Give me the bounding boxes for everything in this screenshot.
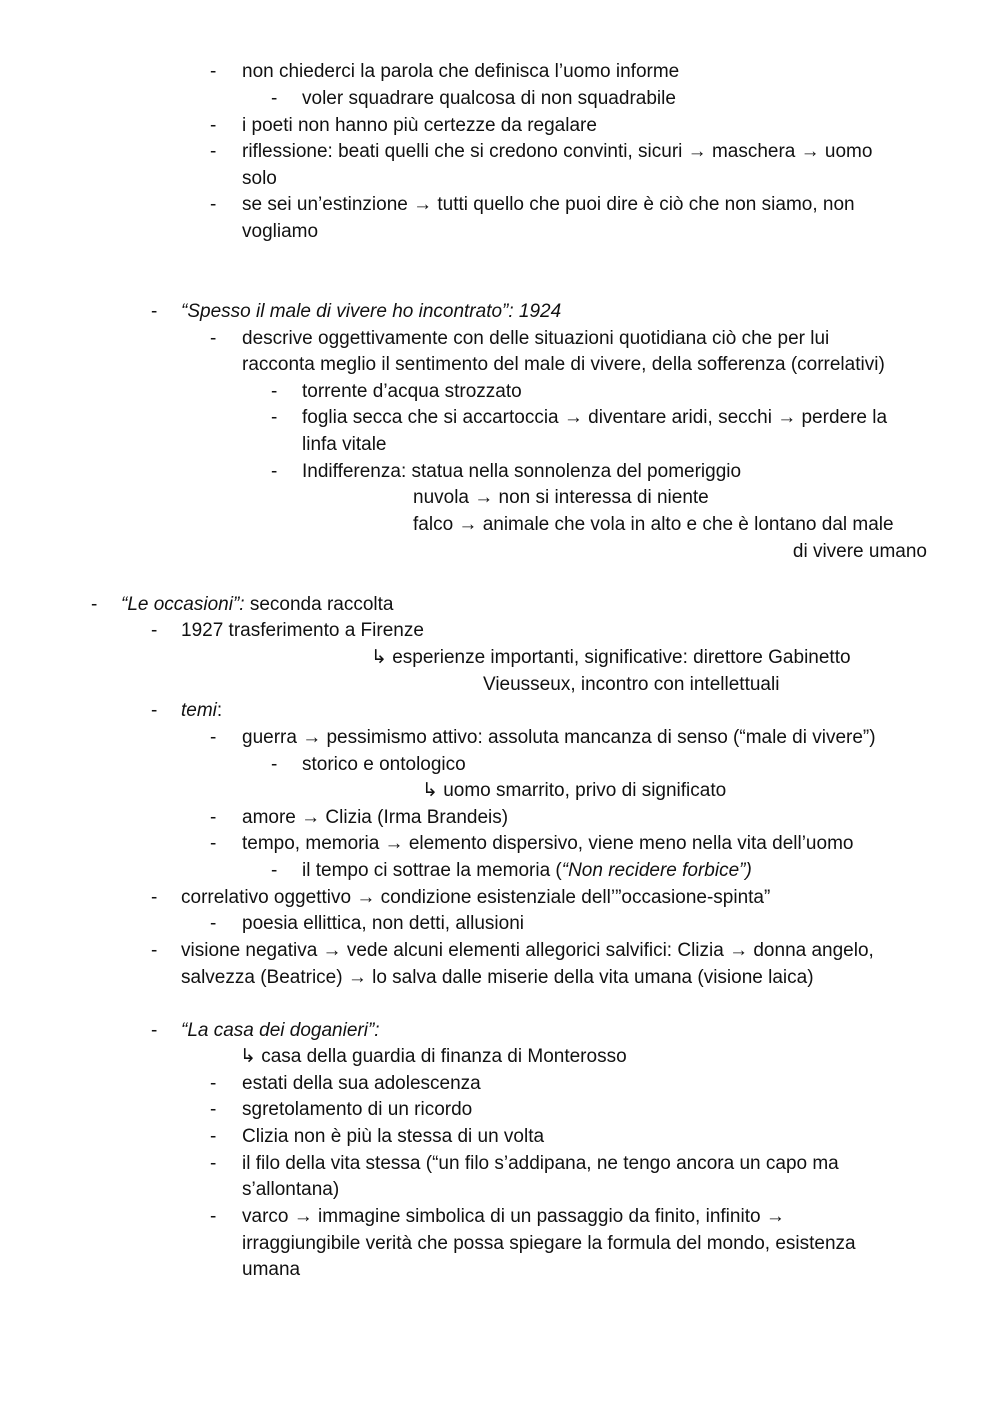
note-line: umana [242,1259,301,1280]
temi-heading [181,698,222,724]
poem-title-inline: “Non recidere forbice”) [561,860,752,881]
note-line [302,858,752,884]
note-line: falco → animale che vola in alto e che è lontano dal male [413,514,894,535]
bullet-dash: - [151,700,158,721]
note-line: vogliamo [242,221,319,242]
note-line: ↳ casa della guardia di finanza di Monterosso [240,1046,627,1067]
note-line: ↳ esperienze importanti, significative: direttore Gabinetto [371,647,851,668]
bullet-dash: - [210,328,217,349]
section-title-italic: “Le occasioni”: [121,594,245,615]
poem-title: “La casa dei doganieri”: [181,1020,380,1041]
bullet-dash: - [271,407,278,428]
note-line: Indifferenza: statua nella sonnolenza del pomeriggio [302,461,742,482]
section-title-rest: seconda raccolta [244,594,394,615]
note-line: tempo, memoria → elemento dispersivo, viene meno nella vita dell’uomo [242,833,854,854]
note-line: linfa vitale [302,434,387,455]
note-line: estati della sua adolescenza [242,1073,481,1094]
note-line: amore → Clizia (Irma Brandeis) [242,807,509,828]
bullet-dash: - [151,940,158,961]
note-line: guerra → pessimismo attivo: assoluta mancanza di senso (“male di vivere”) [242,727,876,748]
note-line: solo [242,168,277,189]
bullet-dash: - [210,194,217,215]
bullet-dash: - [271,860,278,881]
bullet-dash: - [151,620,158,641]
note-line: non chiederci la parola che definisca l’uomo informe [242,61,680,82]
note-line: torrente d’acqua strozzato [302,381,522,402]
bullet-dash: - [210,1153,217,1174]
bullet-dash: - [151,301,158,322]
note-line: varco → immagine simbolica di un passaggio da finito, infinito → [242,1206,785,1227]
note-line: salvezza (Beatrice) → lo salva dalle miserie della vita umana (visione laica) [181,967,814,988]
note-line: se sei un’estinzione → tutti quello che puoi dire è ciò che non siamo, non [242,194,855,215]
bullet-dash: - [271,381,278,402]
bullet-dash: - [271,754,278,775]
bullet-dash: - [210,833,217,854]
note-line: voler squadrare qualcosa di non squadrabile [302,88,676,109]
bullet-dash: - [210,1073,217,1094]
bullet-dash: - [151,887,158,908]
note-line: nuvola → non si interessa di niente [413,487,709,508]
note-line: il filo della vita stessa (“un filo s’addipana, ne tengo ancora un capo ma [242,1153,839,1174]
note-line-text: il tempo ci sottrae la memoria ( [302,860,562,881]
bullet-dash: - [210,1126,217,1147]
bullet-dash: - [210,115,217,136]
note-line: poesia ellittica, non detti, allusioni [242,913,525,934]
note-line: ↳ uomo smarrito, privo di significato [422,780,727,801]
note-line: foglia secca che si accartoccia → diventare aridi, secchi → perdere la [302,407,888,428]
section-title [121,592,393,618]
note-line: visione negativa → vede alcuni elementi allegorici salvifici: Clizia → donna angelo, [181,940,874,961]
note-line: Clizia non è più la stessa di un volta [242,1126,545,1147]
note-line: racconta meglio il sentimento del male di vivere, della sofferenza (correlativi) [242,354,885,375]
bullet-dash: - [210,61,217,82]
bullet-dash: - [151,1020,158,1041]
note-line: 1927 trasferimento a Firenze [181,620,424,641]
note-line: correlativo oggettivo → condizione esistenziale dell’”occasione-spinta” [181,887,771,908]
bullet-dash: - [210,727,217,748]
temi-label: temi [181,700,217,721]
note-line: di vivere umano [792,541,927,562]
bullet-dash: - [210,141,217,162]
bullet-dash: - [210,1099,217,1120]
bullet-dash: - [271,88,278,109]
poem-title: “Spesso il male di vivere ho incontrato”: 1924 [181,301,562,322]
bullet-dash: - [271,461,278,482]
bullet-dash: - [210,807,217,828]
bullet-dash: - [210,1206,217,1227]
note-line: riflessione: beati quelli che si credono convinti, sicuri → maschera → uomo [242,141,873,162]
note-line: sgretolamento di un ricordo [242,1099,473,1120]
note-line: Vieusseux, incontro con intellettuali [483,674,780,695]
note-line: descrive oggettivamente con delle situazioni quotidiana ciò che per lui [242,328,830,349]
note-line: irraggiungibile verità che possa spiegare la formula del mondo, esistenza [242,1233,856,1254]
note-line: i poeti non hanno più certezze da regalare [242,115,597,136]
bullet-dash: - [210,913,217,934]
temi-colon: : [216,700,223,721]
note-line: s’allontana) [242,1179,340,1200]
bullet-dash: - [91,594,98,615]
note-line: storico e ontologico [302,754,466,775]
